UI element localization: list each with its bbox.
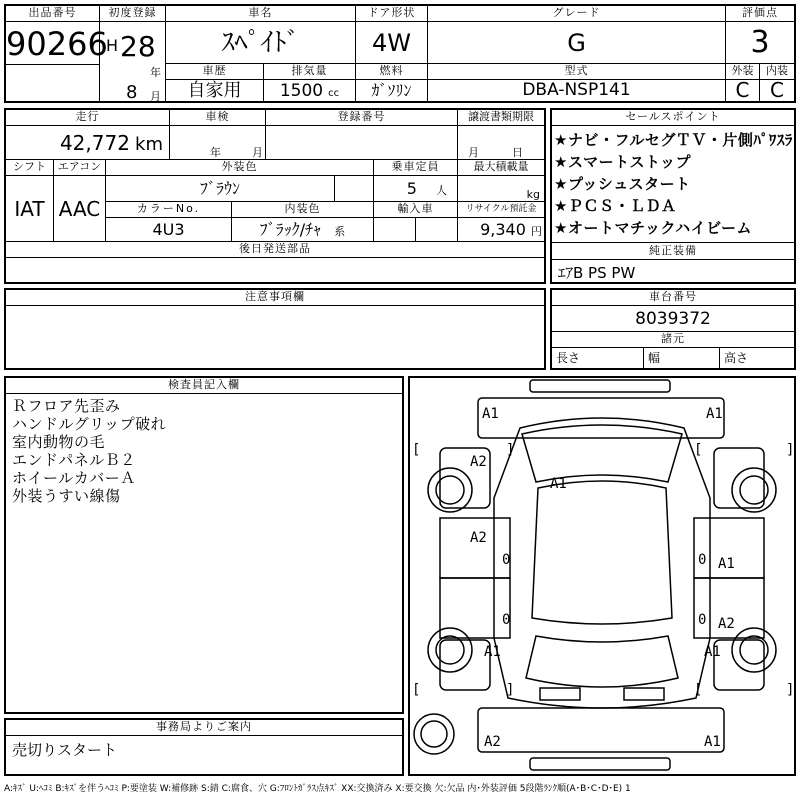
first-registration-year: 28 (120, 30, 156, 63)
bracket-right-top-close: ] (786, 442, 794, 458)
office-label: 事務局よりご案内 (6, 720, 402, 736)
int-color-cell (232, 218, 374, 242)
wheel-front-right (732, 468, 776, 512)
damage-mark: A1 (482, 406, 499, 422)
shift-label: シフト (6, 160, 54, 176)
car-diagram (410, 378, 794, 774)
recycle-cell (458, 218, 544, 242)
chassis-label: 車台番号 (552, 290, 794, 306)
sales-point-item: ★プッシュスタート (554, 175, 691, 193)
mileage-unit: km (135, 134, 163, 155)
month-unit: 月 (150, 90, 161, 103)
capacity: 5 (406, 179, 417, 198)
damage-mark: A1 (718, 556, 735, 572)
inspector-note: 外装うすい線傷 (12, 487, 121, 505)
max-load-label: 最大積載量 (458, 160, 544, 176)
car-name: ｽﾍﾟｲﾄﾞ (166, 22, 356, 64)
inspector-note: 室内動物の毛 (12, 433, 106, 451)
max-load-cell (458, 176, 544, 202)
notes-body (6, 306, 544, 368)
inspector-section (4, 376, 404, 714)
exterior-grade: C (726, 80, 760, 101)
exterior-grade-label: 外装 (726, 64, 760, 80)
std-equipment: ｴｱB PS PW (558, 264, 636, 282)
inspector-note: ハンドルグリップ破れ (12, 415, 167, 433)
era: H (106, 36, 119, 55)
damage-mark: A1 (484, 644, 501, 660)
left-front-door-outline (440, 518, 510, 578)
max-load-unit: kg (526, 188, 540, 201)
ext-color-sub (334, 176, 374, 202)
damage-mark: A2 (470, 530, 487, 546)
dims-label: 諸元 (552, 332, 794, 348)
reg-number (266, 126, 458, 160)
model-code: DBA-NSP141 (428, 80, 726, 101)
damage-mark: A2 (470, 454, 487, 470)
later-parts-value (6, 258, 544, 282)
int-color-unit: 系 (334, 225, 346, 238)
inspection-month-unit: 月 (252, 146, 263, 159)
damage-mark: A1 (704, 644, 721, 660)
door-handle-left-rear: 0 (502, 612, 511, 628)
import-label: 輸入車 (374, 202, 458, 218)
std-equipment-label: 純正装備 (552, 242, 794, 260)
sales-points-list (554, 129, 794, 239)
interior-grade-label: 内装 (760, 64, 794, 80)
displacement: 1500 (279, 81, 324, 101)
wheel-front-left (428, 468, 472, 512)
sales-point-item: ★ＰＣＳ・ＬＤＡ (554, 197, 677, 215)
model-code-label: 型式 (428, 64, 726, 80)
color-no: 4U3 (106, 218, 232, 242)
spare-wheel-inner (421, 721, 447, 747)
door-handle-left-front: 0 (502, 552, 511, 568)
import-value-a (374, 218, 416, 242)
recycle-label: リサイクル預託金 (458, 202, 544, 218)
later-parts-label: 後日発送部品 (6, 242, 544, 258)
inspector-notes (12, 397, 392, 505)
score: 3 (726, 22, 794, 64)
right-front-fender-outline (714, 448, 764, 508)
bracket-left-top: [ (412, 442, 421, 458)
history-label: 車歴 (166, 64, 264, 80)
windshield-outline (522, 425, 682, 482)
displacement-cell (264, 80, 356, 101)
sales-points-section (550, 108, 796, 284)
sales-point-item: ★オートマチックハイビーム (554, 219, 752, 237)
capacity-unit: 人 (436, 184, 447, 197)
ac: AAC (54, 176, 106, 242)
damage-mark: A2 (484, 734, 501, 750)
fuel-label: 燃料 (356, 64, 428, 80)
inspector-label: 検査員記入欄 (6, 378, 402, 394)
right-rear-fender-outline (714, 640, 764, 690)
lot-number-label: 出品番号 (6, 6, 100, 22)
damage-mark: A1 (704, 734, 721, 750)
length-label: 長さ (552, 348, 644, 368)
first-registration-month: 8 (126, 82, 138, 103)
mileage: 42,772 (59, 131, 130, 155)
grade: G (428, 22, 726, 64)
transfer-doc-label: 譲渡書類期限 (458, 110, 544, 126)
office-section (4, 718, 404, 776)
rear-window-outline (526, 636, 678, 687)
bracket-right-top: [ (694, 442, 703, 458)
door-handle-right-rear: 0 (698, 612, 707, 628)
grade-label: グレード (428, 6, 726, 22)
transfer-month-unit: 月 (468, 146, 479, 159)
import-value-b (416, 218, 458, 242)
car-name-label: 車名 (166, 6, 356, 22)
front-bumper-outline (530, 380, 670, 392)
displacement-label: 排気量 (264, 64, 356, 80)
history: 自家用 (166, 80, 264, 101)
reg-number-label: 登録番号 (266, 110, 458, 126)
vehicle-detail-section (4, 108, 546, 284)
legend-footer: A:ｷｽﾞ U:ﾍｺﾐ B:ｷｽﾞを伴うﾍｺﾐ P:要塗装 W:補修跡 S:錆 C:腐食、穴 G:ﾌﾛﾝﾄｶﾞﾗｽ点ｷｽﾞ XX:交換済み X:要交換 欠:欠品 内･外装評価 5段階ﾗﾝｸ順(A･B･C･D･E) 1 (4, 784, 631, 794)
rear-bumper-outline (540, 688, 580, 700)
ac-label: エアコン (54, 160, 106, 176)
score-label: 評価点 (726, 6, 794, 22)
damage-mark: A1 (706, 406, 723, 422)
sales-points-label: セールスポイント (552, 110, 794, 126)
inspection-label: 車検 (170, 110, 266, 126)
rear-bumper-outline-right (624, 688, 664, 700)
sales-point-item: ★ナビ・フルセグＴＶ・片側ﾊﾟﾜｽﾗ (554, 131, 793, 149)
notes-section (4, 288, 546, 370)
inspection-cell (170, 126, 266, 160)
notes-label: 注意事項欄 (6, 290, 544, 306)
int-color-label: 内装色 (232, 202, 374, 218)
spare-wheel (414, 714, 454, 754)
capacity-label: 乗車定員 (374, 160, 458, 176)
inspector-note: Ｒフロア先歪み (12, 397, 121, 415)
left-rear-fender-outline (440, 640, 490, 690)
year-unit: 年 (150, 66, 161, 79)
mileage-cell (6, 126, 170, 160)
door-handle-right-front: 0 (698, 552, 707, 568)
fuel: ｶﾞｿﾘﾝ (356, 80, 428, 101)
chassis-section (550, 288, 796, 370)
rear-panel-outline (478, 708, 724, 752)
door-type: 4W (356, 22, 428, 64)
width-label: 幅 (644, 348, 720, 368)
left-rear-door-outline (440, 578, 510, 638)
int-color: ﾌﾞﾗｯｸ/ﾁｬ (259, 220, 322, 239)
ext-color-label: 外装色 (106, 160, 374, 176)
ext-color: ﾌﾞﾗｳﾝ (106, 176, 334, 202)
lot-number-blank (6, 64, 100, 101)
bracket-left-top-close: ] (506, 442, 515, 458)
reg-divider (100, 22, 166, 101)
damage-mark: A1 (550, 476, 567, 492)
damage-mark: A2 (718, 616, 735, 632)
shift: IAT (6, 176, 54, 242)
displacement-unit: cc (328, 88, 340, 99)
recycle-fee: 9,340 (480, 220, 526, 239)
first-registration-label: 初度登録 (100, 6, 166, 22)
lot-number: 90266 (6, 22, 100, 66)
mileage-label: 走行 (6, 110, 170, 126)
bracket-right-bottom-close: ] (786, 682, 794, 698)
bracket-left-bottom: [ (412, 682, 421, 698)
bracket-right-bottom: [ (694, 682, 703, 698)
rear-lamp-outline (530, 758, 670, 770)
roof-outline (532, 481, 672, 624)
height-label: 高さ (724, 351, 749, 365)
transfer-day-unit: 日 (512, 146, 523, 159)
interior-grade: C (770, 78, 784, 102)
car-diagram-section (408, 376, 796, 776)
sales-point-item: ★スマートストップ (554, 153, 692, 171)
color-no-label: カラーNo. (106, 202, 232, 218)
chassis-number: 8039372 (552, 306, 794, 332)
inspector-note: ホイールカバーＡ (12, 469, 136, 487)
bracket-left-bottom-close: ] (506, 682, 515, 698)
body-outline (494, 418, 710, 708)
header-section (4, 4, 796, 103)
capacity-cell (374, 176, 458, 202)
wheel-rear-left (428, 628, 472, 672)
recycle-unit: 円 (531, 225, 542, 238)
transfer-doc-cell (458, 126, 544, 160)
door-type-label: ドア形状 (356, 6, 428, 22)
inspector-note: エンドパネルＢ２ (12, 451, 136, 469)
inspection-year-unit: 年 (210, 146, 221, 159)
wheel-rear-right (732, 628, 776, 672)
office-message: 売切りスタート (12, 741, 118, 759)
